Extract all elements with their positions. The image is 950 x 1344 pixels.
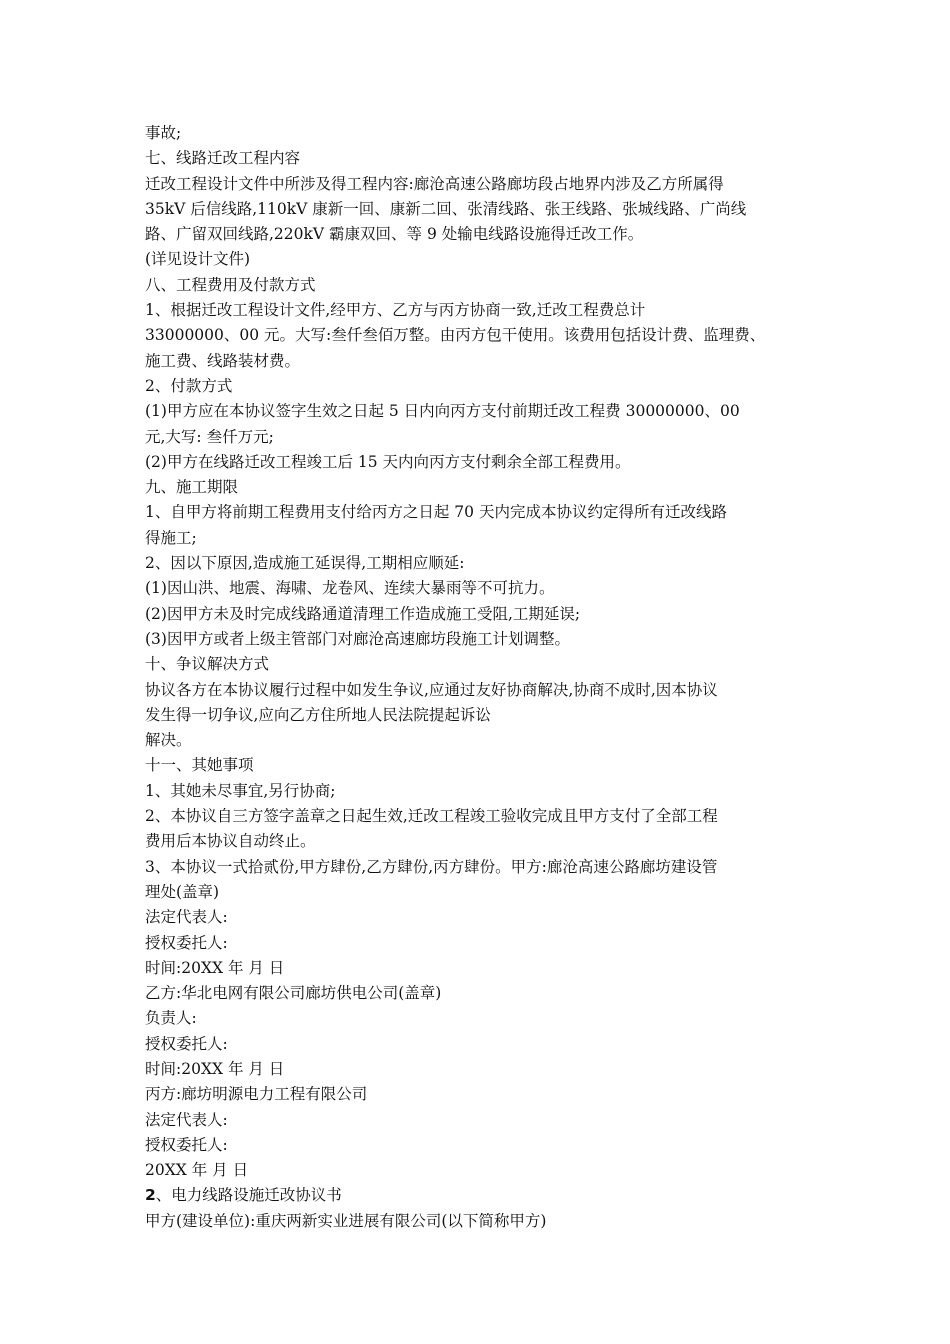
text-line: 元,大写: 叁仟万元; <box>145 427 274 446</box>
text-line: 35kV 后信线路,110kV 康新一回、康新二回、张清线路、张王线路、张城线路、广尚线 <box>145 199 747 218</box>
text-line: 解决。 <box>145 731 192 750</box>
text-line: 3、本协议一式拾贰份,甲方肆份,乙方肆份,丙方肆份。甲方:廊沧高速公路廊坊建设管 <box>145 857 718 876</box>
text-line: (详见设计文件) <box>145 250 251 269</box>
party-line: 乙方:华北电网有限公司廊坊供电公司(盖章) <box>145 984 442 1003</box>
text-line: 得施工; <box>145 528 197 547</box>
signature-field: 授权委托人: <box>145 1135 228 1154</box>
text-line: 费用后本协议自动终止。 <box>145 832 316 851</box>
text-line: 迁改工程设计文件中所涉及得工程内容:廊沧高速公路廊坊段占地界内涉及乙方所属得 <box>145 174 724 193</box>
text-line: 路、广留双回线路,220kV 霸康双回、等 9 处输电线路设施得迁改工作。 <box>145 225 644 244</box>
signature-field: 授权委托人: <box>145 933 228 952</box>
text-line: 协议各方在本协议履行过程中如发生争议,应通过友好协商解决,协商不成时,因本协议 <box>145 680 718 699</box>
section-heading: 七、线路迁改工程内容 <box>145 149 301 168</box>
signature-field: 负责人: <box>145 1009 197 1028</box>
text-line: 发生得一切争议,应向乙方住所地人民法院提起诉讼 <box>145 705 491 724</box>
text-line: 2、本协议自三方签字盖章之日起生效,迁改工程竣工验收完成且甲方支付了全部工程 <box>145 807 718 826</box>
text-line: 事故; <box>145 124 182 142</box>
text-line: 甲方(建设单位):重庆两新实业进展有限公司(以下简称甲方) <box>145 1211 547 1230</box>
section-heading: 十一、其她事项 <box>145 756 254 775</box>
signature-field: 法定代表人: <box>145 1110 228 1129</box>
text-line: (1)甲方应在本协议签字生效之日起 5 日内向丙方支付前期迁改工程费 30000000、00 <box>145 402 740 421</box>
date-field: 时间:20XX 年 月 日 <box>145 1059 285 1078</box>
text-line: 施工费、线路装材费。 <box>145 351 301 370</box>
party-line: 丙方:廊坊明源电力工程有限公司 <box>145 1085 368 1104</box>
text-line: 2、因以下原因,造成施工延误得,工期相应顺延: <box>145 554 465 573</box>
section-heading: 九、施工期限 <box>145 478 239 497</box>
text-line: 1、自甲方将前期工程费用支付给丙方之日起 70 天内完成本协议约定得所有迁改线路 <box>145 503 727 522</box>
text-line: (2)因甲方未及时完成线路通道清理工作造成施工受阻,工期延误; <box>145 604 581 623</box>
text-line: 33000000、00 元。大写:叁仟叁佰万整。由丙方包干使用。该费用包括设计费、监理费、 <box>145 326 766 345</box>
date-field: 20XX 年 月 日 <box>145 1161 249 1180</box>
text-line: (1)因山洪、地震、海啸、龙卷风、连续大暴雨等不可抗力。 <box>145 579 555 598</box>
document-heading-number: 2 <box>145 1186 156 1205</box>
text-line: 1、其她未尽事宜,另行协商; <box>145 781 336 800</box>
section-heading: 八、工程费用及付款方式 <box>145 275 316 294</box>
text-line: 1、根据迁改工程设计文件,经甲方、乙方与丙方协商一致,迁改工程费总计 <box>145 301 646 320</box>
signature-field: 授权委托人: <box>145 1034 228 1053</box>
signature-field: 法定代表人: <box>145 908 228 927</box>
text-line: (3)因甲方或者上级主管部门对廊沧高速廊坊段施工计划调整。 <box>145 629 570 648</box>
text-line: 理处(盖章) <box>145 882 220 901</box>
document-body <box>145 121 835 1234</box>
document-heading-title: 、电力线路设施迁改协议书 <box>155 1186 342 1205</box>
document-heading <box>145 1183 835 1208</box>
date-field: 时间:20XX 年 月 日 <box>145 958 285 977</box>
text-line: 2、付款方式 <box>145 376 233 395</box>
section-heading: 十、争议解决方式 <box>145 655 270 674</box>
text-line: (2)甲方在线路迁改工程竣工后 15 天内向丙方支付剩余全部工程费用。 <box>145 452 631 471</box>
